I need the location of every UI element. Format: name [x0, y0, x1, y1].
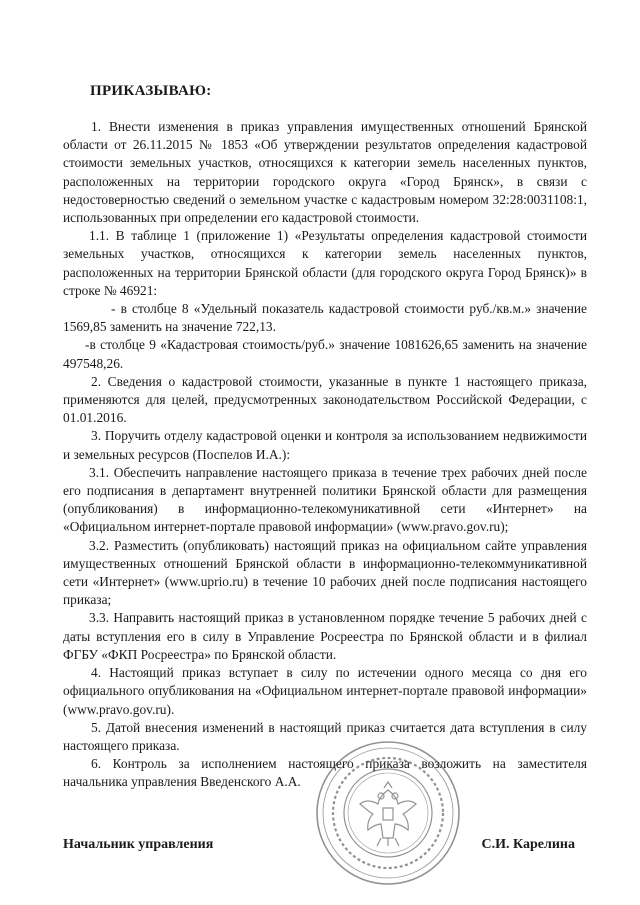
paragraph-1-1: 1.1. В таблице 1 (приложение 1) «Результаты определения кадастровой стоимости земельных участков, относящихся к категории земель населенных пунктов, расположенных на территории Брянской области (для городского округа Город Брянск)» в строке № 46921: — [63, 228, 587, 298]
paragraph-1-1-column-8: - в столбце 8 «Удельный показатель кадастровой стоимости руб./кв.м.» значение 1569,85 заменить на значение 722,13. — [63, 301, 587, 335]
order-body — [63, 118, 587, 792]
paragraph-2: 2. Сведения о кадастровой стоимости, указанные в пункте 1 настоящего приказа, применяются для целей, предусмотренных законодательством Российской Федерации, с 01.01.2016. — [63, 373, 587, 426]
paragraph-5: 5. Датой внесения изменений в настоящий приказ считается дата вступления в силу настоящего приказа. — [63, 719, 587, 753]
signatory-position: Начальник управления — [63, 837, 214, 852]
order-heading: ПРИКАЗЫВАЮ: — [90, 83, 212, 99]
paragraph-3-2: 3.2. Разместить (опубликовать) настоящий приказ на официальном сайте управления имущественных отношений Брянской области в информационно-телекоммуникативной сети «Интернет» (www.uprio.ru) в течение 10 рабочих дней после подписания настоящего приказа; — [63, 537, 587, 608]
paragraph-6: 6. Контроль за исполнением настоящего приказа возложить на заместителя начальника управления Введенского А.А. — [63, 756, 587, 790]
official-seal-icon — [313, 738, 463, 888]
paragraph-3: 3. Поручить отделу кадастровой оценки и контроля за использованием недвижимости и земельных ресурсов (Поспелов И.А.): — [63, 428, 587, 462]
paragraph-1-1-column-9: -в столбце 9 «Кадастровая стоимость/руб.» значение 1081626,65 заменить на значение 497548,26. — [63, 337, 587, 371]
paragraph-3-3: 3.3. Направить настоящий приказ в установленном порядке течение 5 рабочих дней с даты вступления его в силу в Управление Росреестра по Брянской области и в филиал ФГБУ «ФКП Росреестра» по Брянской области. — [63, 610, 587, 662]
signatory-name: С.И. Карелина — [481, 837, 575, 852]
paragraph-3-1: 3.1. Обеспечить направление настоящего приказа в течение трех рабочих дней после его подписания в департамент внутренней политики Брянской области для размещения (опубликования) в информационно-телекомуникативной сети «Интернет» на «Официальном интернет-портале правовой информации» (www.pravo.gov.ru); — [63, 464, 587, 535]
paragraph-1: 1. Внести изменения в приказ управления имущественных отношений Брянской области от 26.11.2015 № 1853 «Об утверждении результатов определения кадастровой стоимости земельных участков, относящихся к категории земель населенных пунктов, расположенных на территории городского округа «Город Брянск», в связи с недостоверностью сведений о земельном участке с кадастровым номером 32:28:0031108:1, использованных при определении его кадастровой стоимости. — [63, 119, 587, 226]
paragraph-4: 4. Настоящий приказ вступает в силу по истечении одного месяца со дня его официального опубликования на «Официальном интернет-портале правовой информации» (www.pravo.gov.ru). — [63, 665, 587, 717]
